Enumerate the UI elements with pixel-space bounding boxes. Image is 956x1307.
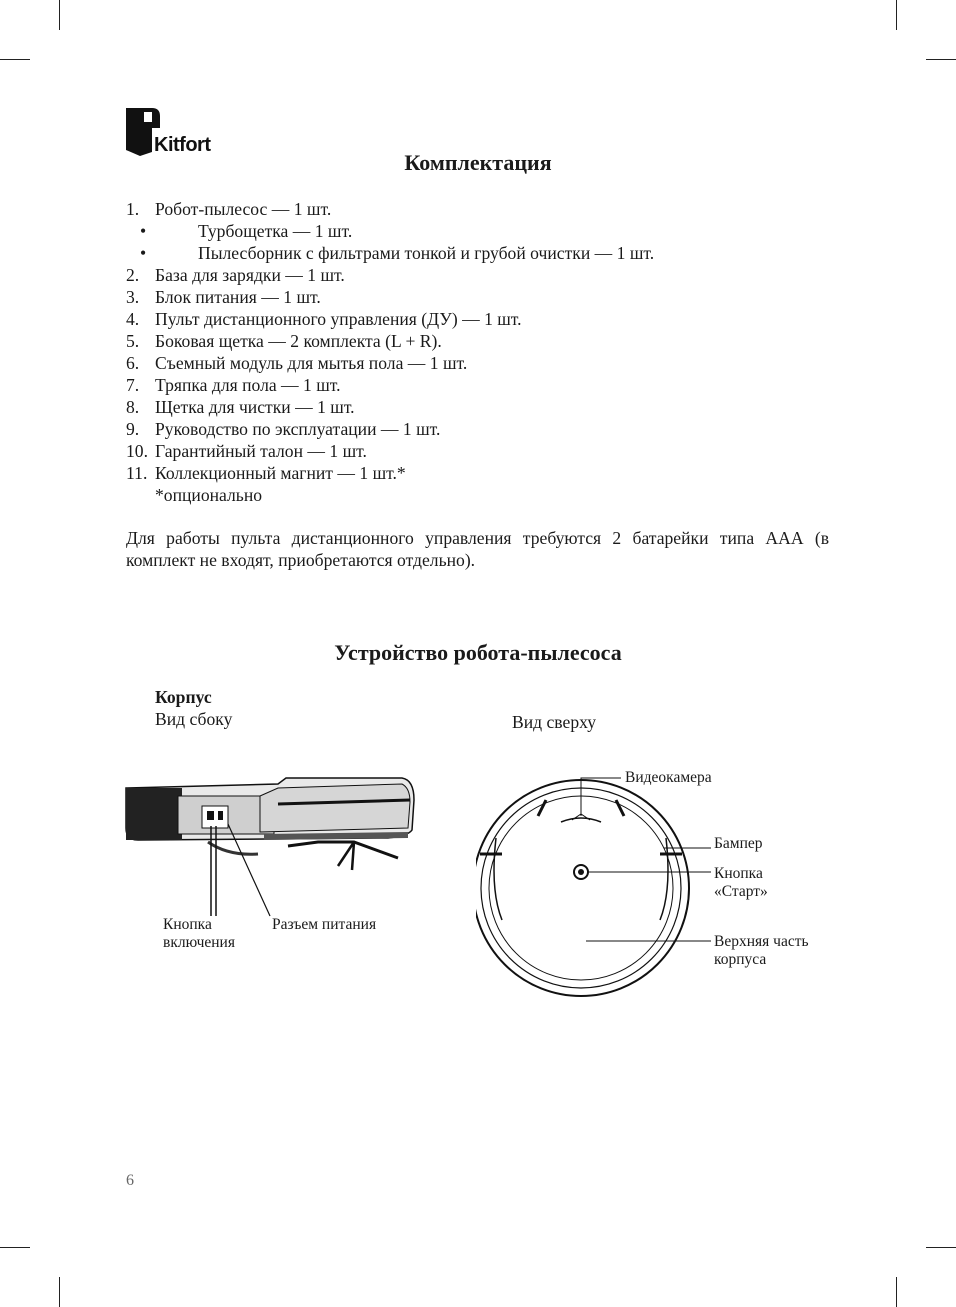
- list-item-number: 4.: [126, 309, 140, 329]
- list-item-number: •: [140, 243, 147, 263]
- label-camera: Видеокамера: [625, 769, 712, 786]
- list-item-text: База для зарядки — 1 шт.: [155, 265, 345, 285]
- list-item: [126, 418, 826, 440]
- list-item: [126, 352, 826, 374]
- battery-note: Для работы пульта дистанционного управления требуются 2 батарейки типа ААА (в комплект не входят, приобретаются отдельно).: [126, 528, 829, 570]
- brand-name: Kitfort: [154, 134, 211, 156]
- section-title-device: Устройство робота-пылесоса: [334, 640, 622, 665]
- top-view-diagram: [476, 770, 716, 1010]
- list-item-text: Щетка для чистки — 1 шт.: [155, 397, 355, 417]
- list-item-number: 11.: [126, 463, 148, 483]
- label-power-button: Кнопка: [163, 916, 212, 933]
- label-start-button: Кнопка: [714, 865, 763, 882]
- list-item: [126, 396, 826, 418]
- crop-mark: [59, 0, 60, 30]
- list-item: [126, 264, 826, 286]
- crop-mark: [896, 1277, 897, 1307]
- list-item: [126, 440, 826, 462]
- list-item-text: Тряпка для пола — 1 шт.: [155, 375, 341, 395]
- list-item-text: Руководство по эксплуатации — 1 шт.: [155, 419, 441, 439]
- list-item-text: Коллекционный магнит — 1 шт.*: [155, 463, 406, 483]
- label-top-cover-2: корпуса: [714, 951, 767, 968]
- label-top-cover: Верхняя часть: [714, 933, 809, 950]
- list-item-text: Блок питания — 1 шт.: [155, 287, 321, 307]
- list-item-number: •: [140, 221, 147, 241]
- list-item: [126, 484, 826, 506]
- list-item-text: Гарантийный талон — 1 шт.: [155, 441, 367, 461]
- page-number: 6: [126, 1172, 134, 1189]
- crop-mark: [926, 1247, 956, 1248]
- crop-mark: [0, 1247, 30, 1248]
- list-item-number: 9.: [126, 419, 140, 439]
- list-item-number: 1.: [126, 199, 140, 219]
- crop-mark: [59, 1277, 60, 1307]
- label-power-socket: Разъем питания: [272, 916, 377, 933]
- section-title-contents: Комплектация: [404, 150, 552, 175]
- subtitle-body: Корпус: [155, 687, 212, 707]
- list-item-text: Робот-пылесос — 1 шт.: [155, 199, 332, 219]
- crop-mark: [926, 59, 956, 60]
- label-bumper: Бампер: [714, 835, 763, 852]
- label-start-button-2: «Старт»: [714, 883, 768, 900]
- list-item: [126, 308, 826, 330]
- list-item-text: *опционально: [155, 485, 263, 505]
- list-item-number: 10.: [126, 441, 148, 461]
- list-item: [126, 330, 826, 352]
- top-view-caption: Вид сверху: [512, 712, 597, 732]
- list-item: [126, 374, 826, 396]
- side-view-caption: Вид сбоку: [155, 709, 233, 729]
- list-item-text: Турбощетка — 1 шт.: [198, 221, 353, 241]
- list-item: [126, 286, 826, 308]
- list-item-number: 2.: [126, 265, 140, 285]
- list-item: [126, 242, 826, 264]
- list-item-number: 8.: [126, 397, 140, 417]
- list-item-number: 6.: [126, 353, 140, 373]
- list-item-number: 7.: [126, 375, 140, 395]
- list-item-text: Пульт дистанционного управления (ДУ) — 1 шт.: [155, 309, 522, 329]
- contents-list: [126, 198, 826, 506]
- label-power-button-2: включения: [163, 934, 235, 951]
- crop-mark: [896, 0, 897, 30]
- list-item-text: Боковая щетка — 2 комплекта (L + R).: [155, 331, 442, 351]
- list-item: [126, 462, 826, 484]
- side-view-diagram: [118, 770, 448, 920]
- list-item: [126, 220, 826, 242]
- list-item-text: Пылесборник с фильтрами тонкой и грубой очистки — 1 шт.: [198, 243, 655, 263]
- list-item-number: 5.: [126, 331, 140, 351]
- list-item-number: 3.: [126, 287, 140, 307]
- list-item: [126, 198, 826, 220]
- list-item-text: Съемный модуль для мытья пола — 1 шт.: [155, 353, 468, 373]
- crop-mark: [0, 59, 30, 60]
